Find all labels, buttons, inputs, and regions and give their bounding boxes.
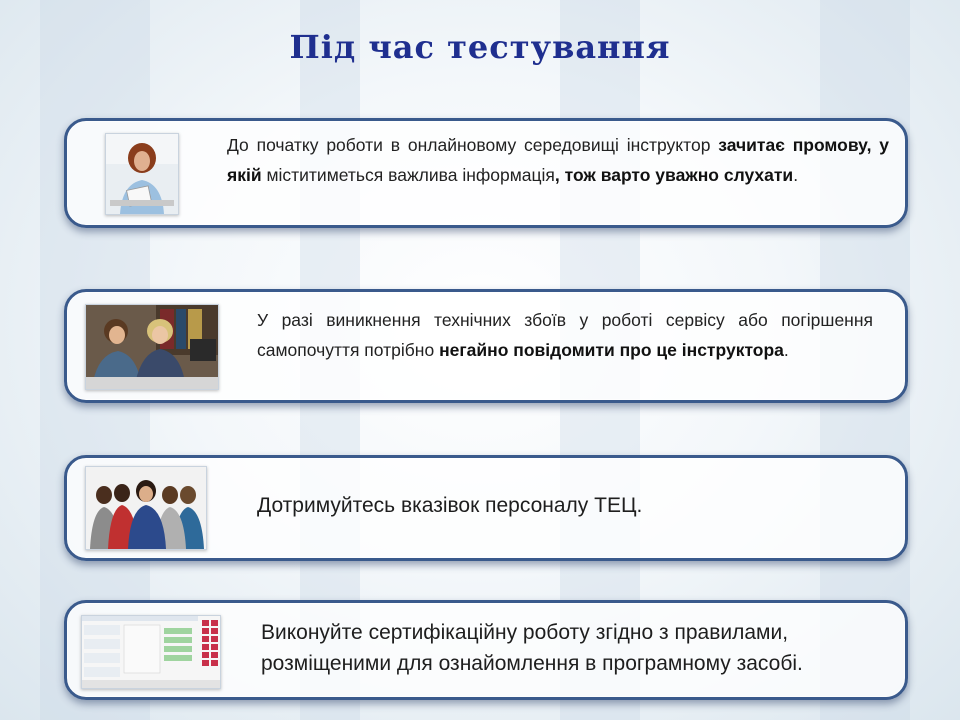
info-card-certification-work bbox=[64, 600, 908, 700]
card-1-text bbox=[227, 130, 889, 190]
text-segment-bold: зачитає промову, у якій bbox=[227, 135, 889, 185]
info-card-technical-issues bbox=[64, 289, 908, 403]
group-of-people-image bbox=[85, 466, 207, 550]
card-4-text bbox=[261, 617, 901, 679]
text-segment-bold: , тож варто уважно слухати bbox=[554, 165, 794, 185]
info-card-instructor-speech bbox=[64, 118, 908, 228]
text-segment-bold: негайно повідомити про це інструктора bbox=[439, 340, 784, 360]
text-segment: У разі виникнення технічних збоїв у роботі сервісу або погіршення самопочуття потрібно bbox=[257, 310, 873, 360]
text-segment: До початку роботи в онлайновому середовищі інструктор bbox=[227, 135, 719, 155]
test-software-image bbox=[81, 615, 221, 689]
text-segment: Дотримуйтесь вказівок персоналу ТЕЦ. bbox=[257, 494, 643, 517]
card-3-text bbox=[257, 490, 877, 521]
text-segment: міститиметься важлива інформація bbox=[261, 165, 555, 185]
slide-title: Під час тестування bbox=[289, 28, 671, 66]
people-at-computer-image bbox=[85, 304, 219, 390]
text-segment: Виконуйте сертифікаційну роботу згідно з правилами, розміщеними для ознайомлення в програмному засобі. bbox=[261, 621, 803, 675]
card-2-text bbox=[257, 305, 873, 365]
text-segment: . bbox=[793, 165, 799, 185]
text-segment: . bbox=[783, 340, 789, 360]
instructor-image bbox=[105, 133, 179, 215]
info-card-staff-instructions bbox=[64, 455, 908, 561]
